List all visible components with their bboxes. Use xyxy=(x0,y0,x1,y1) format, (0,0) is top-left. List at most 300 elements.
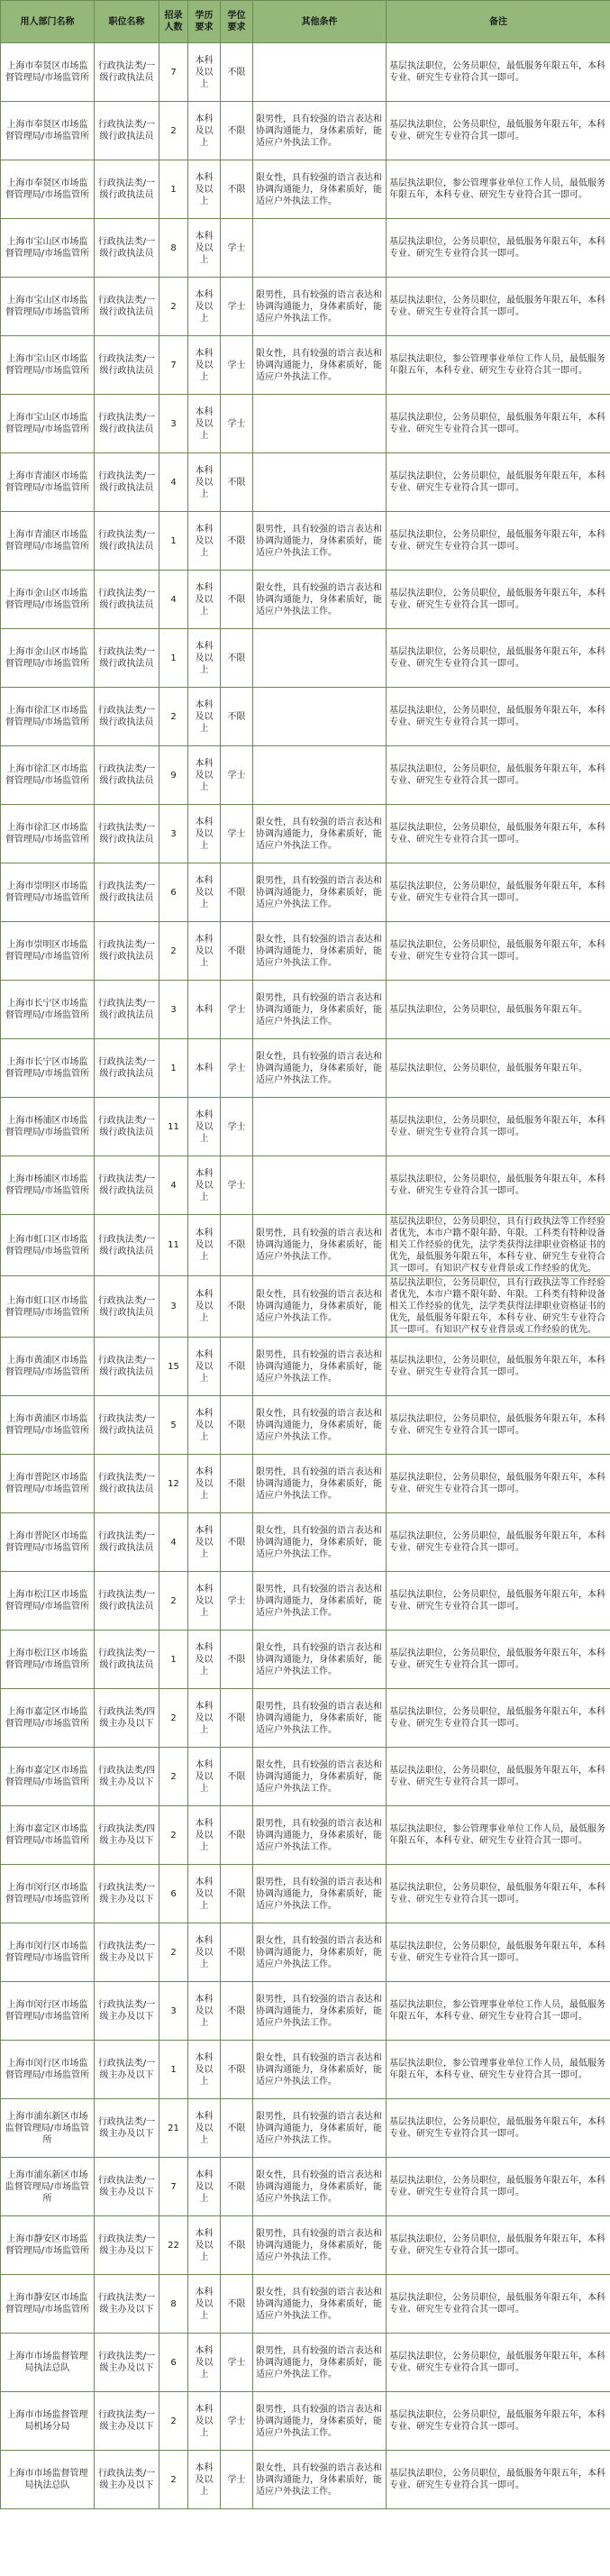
education-cell: 本科及以上 xyxy=(188,1982,221,2041)
table-row xyxy=(1,1631,610,1689)
notes-cell: 基层执法职位，公务员职位，最低服务年限五年，本科专业、研究生专业符合其一即可。 xyxy=(387,43,610,102)
education-cell: 本科及以上 xyxy=(188,805,221,863)
position-cell: 行政执法类/一级行政执法员 xyxy=(95,1513,159,1572)
education-cell: 本科及以上 xyxy=(188,922,221,981)
degree-cell: 学士 xyxy=(221,746,253,805)
unit-cell: 上海市黄浦区市场监督管理局/市场监管所 xyxy=(1,1396,95,1455)
header-conditions: 其他条件 xyxy=(253,1,387,43)
count-cell: 1 xyxy=(159,512,188,571)
degree-cell: 不限 xyxy=(221,102,253,160)
education-cell: 本科及以上 xyxy=(188,1276,221,1338)
unit-cell: 上海市市场监督管理局执法总队 xyxy=(1,2451,95,2509)
unit-cell: 上海市松江区市场监督管理局/市场监管所 xyxy=(1,1631,95,1689)
education-cell: 本科及以上 xyxy=(188,2216,221,2275)
position-cell: 行政执法类/一级行政执法员 xyxy=(95,863,159,922)
count-cell: 3 xyxy=(159,981,188,1039)
degree-cell: 学士 xyxy=(221,395,253,453)
conditions-cell xyxy=(253,629,387,688)
education-cell: 本科及以上 xyxy=(188,2451,221,2509)
conditions-cell: 限男性，具有较强的语言表达和协调沟通能力，身体素质好，能适应户外执法工作。 xyxy=(253,1865,387,1923)
conditions-cell xyxy=(253,746,387,805)
table-row xyxy=(1,1098,610,1156)
notes-cell: 基层执法职位，公务员职位，最低服务年限五年。 xyxy=(387,1039,610,1098)
conditions-cell xyxy=(253,219,387,278)
unit-cell: 上海市青浦区市场监督管理局/市场监管所 xyxy=(1,453,95,512)
notes-cell: 基层执法职位，公务员职位，最低服务年限五年，本科专业、研究生专业符合其一即可。 xyxy=(387,1338,610,1396)
position-cell: 行政执法类/一级主办及以下 xyxy=(95,2392,159,2451)
notes-cell: 基层执法职位，公务员职位，最低服务年限五年，本科专业、研究生专业符合其一即可。 xyxy=(387,2275,610,2334)
education-cell: 本科 xyxy=(188,981,221,1039)
table-row xyxy=(1,2451,610,2509)
table-row xyxy=(1,2392,610,2451)
notes-cell: 基层执法职位，公务员职位，最低服务年限五年，本科专业、研究生专业符合其一即可。 xyxy=(387,1396,610,1455)
notes-cell: 基层执法职位，公务员职位，最低服务年限五年，本科专业、研究生专业符合其一即可。 xyxy=(387,2392,610,2451)
count-cell: 2 xyxy=(159,1806,188,1865)
notes-cell: 基层执法职位，公务员职位，最低服务年限五年，本科专业、研究生专业符合其一即可。 xyxy=(387,1572,610,1631)
count-cell: 3 xyxy=(159,395,188,453)
unit-cell: 上海市宝山区市场监督管理局/市场监管所 xyxy=(1,395,95,453)
table-row xyxy=(1,160,610,219)
table-row xyxy=(1,1982,610,2041)
unit-cell: 上海市宝山区市场监督管理局/市场监管所 xyxy=(1,278,95,336)
conditions-cell: 限男性，具有较强的语言表达和协调沟通能力，身体素质好，能适应户外执法工作。 xyxy=(253,1982,387,2041)
notes-cell: 基层执法职位，公务员职位，最低服务年限五年，本科专业、研究生专业符合其一即可。 xyxy=(387,1923,610,1982)
count-cell: 1 xyxy=(159,160,188,219)
notes-cell: 基层执法职位，公务员职位，最低服务年限五年，本科专业、研究生专业符合其一即可。 xyxy=(387,688,610,746)
table-row xyxy=(1,2041,610,2099)
degree-cell: 学士 xyxy=(221,1156,253,1215)
table-row xyxy=(1,922,610,981)
count-cell: 7 xyxy=(159,336,188,395)
position-cell: 行政执法类/一级行政执法员 xyxy=(95,1215,159,1276)
table-row xyxy=(1,688,610,746)
header-education: 学历要求 xyxy=(188,1,221,43)
count-cell: 6 xyxy=(159,1865,188,1923)
notes-cell: 基层执法职位，公务员职位，最低服务年限五年，本科专业、研究生专业符合其一即可。 xyxy=(387,1513,610,1572)
count-cell: 2 xyxy=(159,1923,188,1982)
position-cell: 行政执法类/一级行政执法员 xyxy=(95,922,159,981)
conditions-cell: 限女性，具有较强的语言表达和协调沟通能力，身体素质好，能适应户外执法工作。 xyxy=(253,2451,387,2509)
degree-cell: 不限 xyxy=(221,1215,253,1276)
notes-cell: 基层执法职位，公务员职位，最低服务年限五年，本科专业、研究生专业符合其一即可。 xyxy=(387,2216,610,2275)
table-row xyxy=(1,278,610,336)
notes-cell: 基层执法职位，公务员职位，最低服务年限五年，本科专业、研究生专业符合其一即可。 xyxy=(387,863,610,922)
education-cell: 本科及以上 xyxy=(188,1338,221,1396)
unit-cell: 上海市松江区市场监督管理局/市场监管所 xyxy=(1,1572,95,1631)
count-cell: 3 xyxy=(159,805,188,863)
unit-cell: 上海市虹口区市场监督管理局/市场监管所 xyxy=(1,1215,95,1276)
education-cell: 本科及以上 xyxy=(188,2334,221,2392)
position-cell: 行政执法类/一级行政执法员 xyxy=(95,395,159,453)
notes-cell: 基层执法职位，公务员职位，具有行政执法等工作经验者优先，本市户籍不限年龄、年限。工科类有特种设备相关工作经验的优先，法学类获得法律职业资格证书的优先，最低服务年限五年，本科专业、研究生专业符合其一即可。有知识产权专业背景或工作经验的优先。 xyxy=(387,1276,610,1338)
notes-cell: 基层执法职位，公务员职位，最低服务年限五年，本科专业、研究生专业符合其一即可。 xyxy=(387,1098,610,1156)
table-row xyxy=(1,1039,610,1098)
conditions-cell: 限女性，具有较强的语言表达和协调沟通能力，身体素质好，能适应户外执法工作。 xyxy=(253,336,387,395)
conditions-cell xyxy=(253,1156,387,1215)
conditions-cell: 限男性，具有较强的语言表达和协调沟通能力，身体素质好，能适应户外执法工作。 xyxy=(253,278,387,336)
count-cell: 1 xyxy=(159,1631,188,1689)
education-cell: 本科及以上 xyxy=(188,2158,221,2216)
count-cell: 1 xyxy=(159,629,188,688)
header-count: 招录人数 xyxy=(159,1,188,43)
notes-cell: 基层执法职位，公务员职位，最低服务年限五年，本科专业、研究生专业符合其一即可。 xyxy=(387,629,610,688)
count-cell: 8 xyxy=(159,219,188,278)
conditions-cell: 限男性，具有较强的语言表达和协调沟通能力，身体素质好，能适应户外执法工作。 xyxy=(253,1338,387,1396)
header-degree: 学位要求 xyxy=(221,1,253,43)
notes-cell: 基层执法职位，公务员职位，最低服务年限五年，本科专业、研究生专业符合其一即可。 xyxy=(387,2099,610,2158)
count-cell: 2 xyxy=(159,1748,188,1806)
education-cell: 本科及以上 xyxy=(188,1748,221,1806)
count-cell: 3 xyxy=(159,1982,188,2041)
education-cell: 本科及以上 xyxy=(188,278,221,336)
conditions-cell: 限男性，具有较强的语言表达和协调沟通能力，身体素质好，能适应户外执法工作。 xyxy=(253,102,387,160)
notes-cell: 基层执法职位，参公管理事业单位工作人员，最低服务年限五年，本科专业、研究生专业符合其一即可。 xyxy=(387,1806,610,1865)
degree-cell: 不限 xyxy=(221,1982,253,2041)
unit-cell: 上海市虹口区市场监督管理局/市场监管所 xyxy=(1,1276,95,1338)
education-cell: 本科及以上 xyxy=(188,395,221,453)
degree-cell: 学士 xyxy=(221,1098,253,1156)
unit-cell: 上海市长宁区市场监督管理局/市场监管所 xyxy=(1,1039,95,1098)
position-cell: 行政执法类/一级主办及以下 xyxy=(95,2451,159,2509)
unit-cell: 上海市崇明区市场监督管理局/市场监管所 xyxy=(1,863,95,922)
unit-cell: 上海市奉贤区市场监督管理局/市场监管所 xyxy=(1,160,95,219)
count-cell: 2 xyxy=(159,2451,188,2509)
degree-cell: 不限 xyxy=(221,1631,253,1689)
count-cell: 2 xyxy=(159,1689,188,1748)
position-cell: 行政执法类/一级行政执法员 xyxy=(95,1098,159,1156)
position-cell: 行政执法类/一级行政执法员 xyxy=(95,219,159,278)
position-cell: 行政执法类/一级行政执法员 xyxy=(95,1572,159,1631)
conditions-cell: 限女性，具有较强的语言表达和协调沟通能力，身体素质好，能适应户外执法工作。 xyxy=(253,922,387,981)
degree-cell: 学士 xyxy=(221,336,253,395)
unit-cell: 上海市奉贤区市场监督管理局/市场监管所 xyxy=(1,102,95,160)
unit-cell: 上海市嘉定区市场监督管理局/市场监管所 xyxy=(1,1689,95,1748)
table-row xyxy=(1,1689,610,1748)
education-cell: 本科及以上 xyxy=(188,2099,221,2158)
conditions-cell: 限女性，具有较强的语言表达和协调沟通能力，身体素质好，能适应户外执法工作。 xyxy=(253,2041,387,2099)
table-row xyxy=(1,863,610,922)
unit-cell: 上海市徐汇区市场监督管理局/市场监管所 xyxy=(1,746,95,805)
education-cell: 本科及以上 xyxy=(188,1865,221,1923)
notes-cell: 基层执法职位，公务员职位，最低服务年限五年，本科专业、研究生专业符合其一即可。 xyxy=(387,219,610,278)
conditions-cell: 限男性，具有较强的语言表达和协调沟通能力，身体素质好，能适应户外执法工作。 xyxy=(253,1572,387,1631)
degree-cell: 学士 xyxy=(221,2334,253,2392)
degree-cell: 不限 xyxy=(221,2158,253,2216)
conditions-cell: 限男性，具有较强的语言表达和协调沟通能力，身体素质好，能适应户外执法工作。 xyxy=(253,2099,387,2158)
degree-cell: 不限 xyxy=(221,688,253,746)
degree-cell: 不限 xyxy=(221,1923,253,1982)
conditions-cell: 限女性，具有较强的语言表达和协调沟通能力，身体素质好，能适应户外执法工作。 xyxy=(253,1748,387,1806)
position-cell: 行政执法类/一级行政执法员 xyxy=(95,1039,159,1098)
education-cell: 本科及以上 xyxy=(188,160,221,219)
unit-cell: 上海市奉贤区市场监督管理局/市场监管所 xyxy=(1,43,95,102)
degree-cell: 不限 xyxy=(221,2216,253,2275)
position-cell: 行政执法类/一级主办及以下 xyxy=(95,1865,159,1923)
conditions-cell: 限女性，具有较强的语言表达和协调沟通能力，身体素质好，能适应户外执法工作。 xyxy=(253,1923,387,1982)
notes-cell: 基层执法职位，公务员职位，最低服务年限五年，本科专业、研究生专业符合其一即可。 xyxy=(387,746,610,805)
count-cell: 6 xyxy=(159,863,188,922)
notes-cell: 基层执法职位，公务员职位，最低服务年限五年，本科专业、研究生专业符合其一即可。 xyxy=(387,453,610,512)
count-cell: 21 xyxy=(159,2099,188,2158)
notes-cell: 基层执法职位，公务员职位，具有行政执法等工作经验者优先，本市户籍不限年龄、年限。工科类有特种设备相关工作经验的优先，法学类获得法律职业资格证书的优先，最低服务年限五年，本科专业、研究生专业符合其一即可。有知识产权专业背景或工作经验的优先。 xyxy=(387,1215,610,1276)
unit-cell: 上海市金山区市场监督管理局/市场监管所 xyxy=(1,629,95,688)
count-cell: 7 xyxy=(159,43,188,102)
notes-cell: 基层执法职位，公务员职位，最低服务年限五年，本科专业、研究生专业符合其一即可。 xyxy=(387,278,610,336)
table-row xyxy=(1,1215,610,1276)
position-cell: 行政执法类/一级主办及以下 xyxy=(95,2334,159,2392)
position-cell: 行政执法类/一级主办及以下 xyxy=(95,2216,159,2275)
unit-cell: 上海市徐汇区市场监督管理局/市场监管所 xyxy=(1,688,95,746)
degree-cell: 不限 xyxy=(221,512,253,571)
conditions-cell: 限男性，具有较强的语言表达和协调沟通能力，身体素质好，能适应户外执法工作。 xyxy=(253,2392,387,2451)
count-cell: 7 xyxy=(159,2158,188,2216)
count-cell: 11 xyxy=(159,1215,188,1276)
degree-cell: 学士 xyxy=(221,278,253,336)
degree-cell: 学士 xyxy=(221,981,253,1039)
degree-cell: 不限 xyxy=(221,1865,253,1923)
count-cell: 5 xyxy=(159,1396,188,1455)
education-cell: 本科及以上 xyxy=(188,453,221,512)
count-cell: 2 xyxy=(159,278,188,336)
conditions-cell: 限男性，具有较强的语言表达和协调沟通能力，身体素质好，能适应户外执法工作。 xyxy=(253,863,387,922)
degree-cell: 不限 xyxy=(221,1806,253,1865)
table-row xyxy=(1,2334,610,2392)
position-cell: 行政执法类/一级行政执法员 xyxy=(95,1396,159,1455)
table-row xyxy=(1,1156,610,1215)
count-cell: 3 xyxy=(159,1276,188,1338)
header-unit: 用人部门名称 xyxy=(1,1,95,43)
table-row xyxy=(1,1572,610,1631)
education-cell: 本科及以上 xyxy=(188,1572,221,1631)
position-cell: 行政执法类/一级行政执法员 xyxy=(95,688,159,746)
unit-cell: 上海市静安区市场监督管理局/市场监管所 xyxy=(1,2216,95,2275)
notes-cell: 基层执法职位，公务员职位，最低服务年限五年。 xyxy=(387,981,610,1039)
count-cell: 2 xyxy=(159,2392,188,2451)
notes-cell: 基层执法职位，公务员职位，最低服务年限五年，本科专业、研究生专业符合其一即可。 xyxy=(387,2158,610,2216)
education-cell: 本科及以上 xyxy=(188,1923,221,1982)
education-cell: 本科及以上 xyxy=(188,688,221,746)
conditions-cell xyxy=(253,453,387,512)
position-cell: 行政执法类/一级行政执法员 xyxy=(95,746,159,805)
unit-cell: 上海市闵行区市场监督管理局/市场监管所 xyxy=(1,1865,95,1923)
position-cell: 行政执法类/一级主办及以下 xyxy=(95,2158,159,2216)
count-cell: 2 xyxy=(159,1572,188,1631)
unit-cell: 上海市普陀区市场监督管理局/市场监管所 xyxy=(1,1513,95,1572)
table-row xyxy=(1,336,610,395)
count-cell: 2 xyxy=(159,922,188,981)
position-cell: 行政执法类/一级行政执法员 xyxy=(95,571,159,629)
table-row xyxy=(1,2216,610,2275)
position-cell: 行政执法类/一级主办及以下 xyxy=(95,2275,159,2334)
degree-cell: 学士 xyxy=(221,219,253,278)
notes-cell: 基层执法职位，公务员职位，最低服务年限五年，本科专业、研究生专业符合其一即可。 xyxy=(387,571,610,629)
unit-cell: 上海市长宁区市场监督管理局/市场监管所 xyxy=(1,981,95,1039)
education-cell: 本科及以上 xyxy=(188,1215,221,1276)
education-cell: 本科及以上 xyxy=(188,1689,221,1748)
count-cell: 1 xyxy=(159,2041,188,2099)
conditions-cell xyxy=(253,43,387,102)
degree-cell: 学士 xyxy=(221,2451,253,2509)
position-cell: 行政执法类/一级行政执法员 xyxy=(95,1631,159,1689)
degree-cell: 不限 xyxy=(221,1513,253,1572)
degree-cell: 不限 xyxy=(221,453,253,512)
degree-cell: 不限 xyxy=(221,1455,253,1513)
notes-cell: 基层执法职位，公务员职位，最低服务年限五年，本科专业、研究生专业符合其一即可。 xyxy=(387,1865,610,1923)
unit-cell: 上海市浦东新区市场监督管理局/市场监管所 xyxy=(1,2158,95,2216)
degree-cell: 学士 xyxy=(221,805,253,863)
degree-cell: 不限 xyxy=(221,629,253,688)
unit-cell: 上海市闵行区市场监督管理局/市场监管所 xyxy=(1,1982,95,2041)
conditions-cell xyxy=(253,395,387,453)
degree-cell: 学士 xyxy=(221,2392,253,2451)
notes-cell: 基层执法职位，公务员职位，最低服务年限五年，本科专业、研究生专业符合其一即可。 xyxy=(387,1631,610,1689)
notes-cell: 基层执法职位，参公管理事业单位工作人员，最低服务年限五年，本科专业、研究生专业符合其一即可。 xyxy=(387,1982,610,2041)
header-position: 职位名称 xyxy=(95,1,159,43)
position-cell: 行政执法类/一级行政执法员 xyxy=(95,278,159,336)
education-cell: 本科及以上 xyxy=(188,512,221,571)
table-row xyxy=(1,805,610,863)
education-cell: 本科及以上 xyxy=(188,336,221,395)
position-cell: 行政执法类/一级主办及以下 xyxy=(95,2041,159,2099)
notes-cell: 基层执法职位，公务员职位，最低服务年限五年，本科专业、研究生专业符合其一即可。 xyxy=(387,1748,610,1806)
position-cell: 行政执法类/四级主办及以下 xyxy=(95,1689,159,1748)
degree-cell: 不限 xyxy=(221,922,253,981)
table-row xyxy=(1,1748,610,1806)
education-cell: 本科及以上 xyxy=(188,1806,221,1865)
education-cell: 本科及以上 xyxy=(188,1455,221,1513)
count-cell: 6 xyxy=(159,2334,188,2392)
position-cell: 行政执法类/四级主办及以下 xyxy=(95,1806,159,1865)
table-row xyxy=(1,981,610,1039)
table-row xyxy=(1,746,610,805)
conditions-cell: 限女性，具有较强的语言表达和协调沟通能力，身体素质好，能适应户外执法工作。 xyxy=(253,1513,387,1572)
table-row xyxy=(1,453,610,512)
unit-cell: 上海市青浦区市场监督管理局/市场监管所 xyxy=(1,512,95,571)
education-cell: 本科及以上 xyxy=(188,2041,221,2099)
unit-cell: 上海市金山区市场监督管理局/市场监管所 xyxy=(1,571,95,629)
table-row xyxy=(1,512,610,571)
conditions-cell: 限女性，具有较强的语言表达和协调沟通能力，身体素质好，能适应户外执法工作。 xyxy=(253,805,387,863)
notes-cell: 基层执法职位，参公管理事业单位工作人员，最低服务年限五年，本科专业、研究生专业符合其一即可。 xyxy=(387,160,610,219)
unit-cell: 上海市市场监督管理局机场分局 xyxy=(1,2392,95,2451)
count-cell: 9 xyxy=(159,746,188,805)
table-row xyxy=(1,629,610,688)
count-cell: 4 xyxy=(159,571,188,629)
position-cell: 行政执法类/一级行政执法员 xyxy=(95,102,159,160)
conditions-cell xyxy=(253,688,387,746)
unit-cell: 上海市宝山区市场监督管理局/市场监管所 xyxy=(1,336,95,395)
count-cell: 2 xyxy=(159,102,188,160)
unit-cell: 上海市市场监督管理局执法总队 xyxy=(1,2334,95,2392)
position-cell: 行政执法类/一级行政执法员 xyxy=(95,43,159,102)
table-row xyxy=(1,1396,610,1455)
count-cell: 12 xyxy=(159,1455,188,1513)
unit-cell: 上海市闵行区市场监督管理局/市场监管所 xyxy=(1,2041,95,2099)
table-row xyxy=(1,2158,610,2216)
conditions-cell: 限女性，具有较强的语言表达和协调沟通能力，身体素质好，能适应户外执法工作。 xyxy=(253,571,387,629)
table-row xyxy=(1,219,610,278)
unit-cell: 上海市静安区市场监督管理局/市场监管所 xyxy=(1,2275,95,2334)
conditions-cell: 限男性，具有较强的语言表达和协调沟通能力，身体素质好，能适应户外执法工作。 xyxy=(253,1455,387,1513)
conditions-cell: 限男性，具有较强的语言表达和协调沟通能力，身体素质好，能适应户外执法工作。 xyxy=(253,2216,387,2275)
unit-cell: 上海市杨浦区市场监督管理局/市场监管所 xyxy=(1,1156,95,1215)
degree-cell: 不限 xyxy=(221,1338,253,1396)
table-row xyxy=(1,571,610,629)
notes-cell: 基层执法职位，公务员职位，最低服务年限五年，本科专业、研究生专业符合其一即可。 xyxy=(387,512,610,571)
count-cell: 2 xyxy=(159,688,188,746)
unit-cell: 上海市嘉定区市场监督管理局/市场监管所 xyxy=(1,1806,95,1865)
notes-cell: 基层执法职位，公务员职位，最低服务年限五年，本科专业、研究生专业符合其一即可。 xyxy=(387,1455,610,1513)
education-cell: 本科及以上 xyxy=(188,571,221,629)
degree-cell: 学士 xyxy=(221,1572,253,1631)
position-cell: 行政执法类/四级主办及以下 xyxy=(95,1748,159,1806)
unit-cell: 上海市崇明区市场监督管理局/市场监管所 xyxy=(1,922,95,981)
education-cell: 本科及以上 xyxy=(188,1156,221,1215)
degree-cell: 不限 xyxy=(221,2275,253,2334)
education-cell: 本科及以上 xyxy=(188,1396,221,1455)
conditions-cell: 限女性，具有较强的语言表达和协调沟通能力，身体素质好，能适应户外执法工作。 xyxy=(253,1631,387,1689)
header-notes: 备注 xyxy=(387,1,610,43)
degree-cell: 不限 xyxy=(221,2099,253,2158)
unit-cell: 上海市黄浦区市场监督管理局/市场监管所 xyxy=(1,1338,95,1396)
education-cell: 本科及以上 xyxy=(188,863,221,922)
education-cell: 本科 xyxy=(188,1039,221,1098)
unit-cell: 上海市杨浦区市场监督管理局/市场监管所 xyxy=(1,1098,95,1156)
education-cell: 本科及以上 xyxy=(188,1098,221,1156)
notes-cell: 基层执法职位，公务员职位，最低服务年限五年，本科专业、研究生专业符合其一即可。 xyxy=(387,922,610,981)
conditions-cell: 限女性，具有较强的语言表达和协调沟通能力，身体素质好，能适应户外执法工作。 xyxy=(253,1396,387,1455)
table-row xyxy=(1,1806,610,1865)
position-cell: 行政执法类/一级行政执法员 xyxy=(95,981,159,1039)
table-row xyxy=(1,1865,610,1923)
degree-cell: 不限 xyxy=(221,1689,253,1748)
table-row xyxy=(1,1923,610,1982)
degree-cell: 不限 xyxy=(221,160,253,219)
conditions-cell: 限女性，具有较强的语言表达和协调沟通能力，身体素质好，能适应户外执法工作。 xyxy=(253,2158,387,2216)
notes-cell: 基层执法职位，参公管理事业单位工作人员，最低服务年限五年，本科专业、研究生专业符合其一即可。 xyxy=(387,336,610,395)
degree-cell: 不限 xyxy=(221,863,253,922)
table-body xyxy=(1,43,610,2509)
unit-cell: 上海市徐汇区市场监督管理局/市场监管所 xyxy=(1,805,95,863)
notes-cell: 基层执法职位，公务员职位，最低服务年限五年，本科专业、研究生专业符合其一即可。 xyxy=(387,102,610,160)
conditions-cell: 限男性，具有较强的语言表达和协调沟通能力，身体素质好，能适应户外执法工作。 xyxy=(253,1806,387,1865)
conditions-cell: 限女性，具有较强的语言表达和协调沟通能力，身体素质好，能适应户外执法工作。 xyxy=(253,1039,387,1098)
degree-cell: 不限 xyxy=(221,2041,253,2099)
notes-cell: 基层执法职位，参公管理事业单位工作人员，最低服务年限五年，本科专业、研究生专业符合其一即可。 xyxy=(387,2041,610,2099)
count-cell: 4 xyxy=(159,1156,188,1215)
conditions-cell: 限女性，具有较强的语言表达和协调沟通能力，身体素质好，能适应户外执法工作。 xyxy=(253,160,387,219)
unit-cell: 上海市普陀区市场监督管理局/市场监管所 xyxy=(1,1455,95,1513)
notes-cell: 基层执法职位，公务员职位，最低服务年限五年，本科专业、研究生专业符合其一即可。 xyxy=(387,805,610,863)
education-cell: 本科及以上 xyxy=(188,629,221,688)
table-row xyxy=(1,1513,610,1572)
table-row xyxy=(1,43,610,102)
table-row xyxy=(1,1455,610,1513)
unit-cell: 上海市嘉定区市场监督管理局/市场监管所 xyxy=(1,1748,95,1806)
table-row xyxy=(1,1338,610,1396)
table-row xyxy=(1,2275,610,2334)
position-cell: 行政执法类/一级行政执法员 xyxy=(95,336,159,395)
conditions-cell: 限女性，具有较强的语言表达和协调沟通能力，身体素质好，能适应户外执法工作。 xyxy=(253,1276,387,1338)
count-cell: 8 xyxy=(159,2275,188,2334)
position-cell: 行政执法类/一级行政执法员 xyxy=(95,512,159,571)
education-cell: 本科及以上 xyxy=(188,102,221,160)
conditions-cell: 限男性，具有较强的语言表达和协调沟通能力，身体素质好，能适应户外执法工作。 xyxy=(253,2334,387,2392)
table-row xyxy=(1,102,610,160)
conditions-cell: 限男性，具有较强的语言表达和协调沟通能力，身体素质好，能适应户外执法工作。 xyxy=(253,1689,387,1748)
notes-cell: 基层执法职位，公务员职位，最低服务年限五年，本科专业、研究生专业符合其一即可。 xyxy=(387,1689,610,1748)
education-cell: 本科及以上 xyxy=(188,2392,221,2451)
